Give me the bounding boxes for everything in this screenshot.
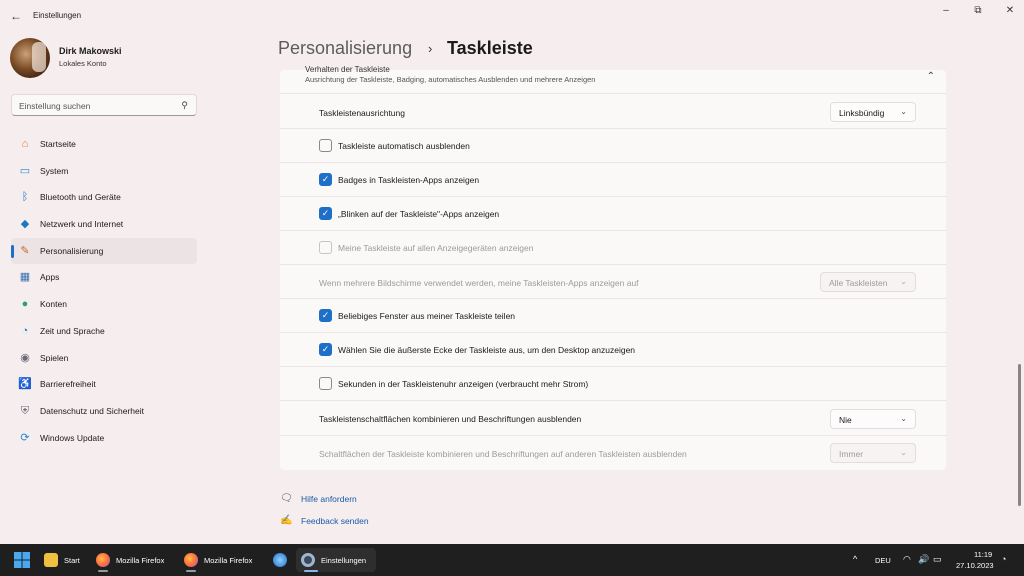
apps-icon: ▦ — [19, 271, 31, 284]
sidebar-item-label: Barrierefreiheit — [40, 379, 96, 390]
taskbar-start-label: Start — [64, 556, 80, 565]
share-window-checkbox[interactable]: ✓ — [319, 309, 332, 322]
bluetooth-icon: ᛒ — [21, 191, 29, 204]
volume-icon[interactable]: 🔊 — [918, 554, 930, 564]
chevron-up-icon[interactable]: ⌃ — [926, 71, 935, 82]
help-icon: 🗨 — [280, 493, 293, 504]
app-icon — [273, 553, 287, 567]
chevron-down-icon: ⌄ — [900, 277, 907, 286]
taskbar-firefox-1-label: Mozilla Firefox — [116, 556, 165, 565]
get-help-label: Hilfe anfordern — [301, 494, 357, 504]
feedback-label: Feedback senden — [301, 516, 369, 526]
sidebar-item-label: Bluetooth und Geräte — [40, 192, 121, 203]
sidebar-nav — [11, 131, 197, 451]
avatar[interactable] — [10, 38, 50, 78]
taskbar-firefox-1[interactable] — [92, 548, 176, 572]
monitor-icon: ▭ — [19, 164, 31, 177]
autohide-label: Taskleiste automatisch ausblenden — [338, 141, 470, 151]
page-title: Taskleiste — [447, 38, 533, 58]
section-description: Ausrichtung der Taskleiste, Badging, automatisches Ausblenden und mehrere Anzeigen — [305, 75, 596, 84]
window-title: Einstellungen — [33, 11, 82, 20]
sidebar-item-label: Netzwerk und Internet — [40, 219, 124, 230]
setting-row-all-displays — [280, 231, 946, 265]
autohide-checkbox[interactable] — [319, 139, 332, 152]
flashing-checkbox[interactable]: ✓ — [319, 207, 332, 220]
setting-row-combine-other — [280, 436, 946, 470]
taskbar-behavior-panel — [280, 65, 946, 470]
sidebar-item-label: Windows Update — [40, 432, 105, 443]
seconds-checkbox[interactable] — [319, 377, 332, 390]
all-displays-checkbox — [319, 241, 332, 254]
notification-bell-icon[interactable]: ◔ — [1001, 554, 1007, 564]
brush-icon: ✎ — [20, 244, 30, 257]
clock-date[interactable]: 27.10.2023 — [956, 561, 994, 570]
sidebar-item-label: Spielen — [40, 352, 69, 363]
seconds-label: Sekunden in der Taskleistenuhr anzeigen (verbraucht mehr Strom) — [338, 379, 589, 389]
sidebar-item-label: Datenschutz und Sicherheit — [40, 405, 144, 416]
account-type: Lokales Konto — [59, 59, 107, 68]
sidebar-item-windows-update[interactable] — [11, 425, 197, 452]
scrollbar[interactable] — [1018, 364, 1021, 506]
taskbar-settings-label: Einstellungen — [321, 556, 367, 565]
firefox-icon — [184, 553, 198, 567]
sidebar-item-label: System — [40, 165, 69, 176]
sidebar-item-spielen[interactable] — [11, 345, 197, 372]
setting-row-alignment — [280, 95, 946, 129]
update-icon: ⟳ — [20, 431, 30, 444]
section-header[interactable] — [280, 65, 946, 94]
sidebar-item-konten[interactable] — [11, 291, 197, 318]
setting-row-share-window — [280, 299, 946, 333]
sidebar-item-apps[interactable] — [11, 264, 197, 291]
gear-icon — [301, 553, 315, 567]
setting-row-seconds — [280, 367, 946, 401]
flashing-label: „Blinken auf der Taskleiste"-Apps anzeigen — [338, 209, 500, 219]
wifi-icon[interactable]: ◠ — [903, 554, 911, 564]
folder-icon — [44, 553, 58, 567]
gamepad-icon: ◉ — [20, 351, 30, 364]
alignment-label: Taskleistenausrichtung — [319, 108, 405, 118]
multi-display-label: Wenn mehrere Bildschirme verwendet werden, meine Taskleisten-Apps anzeigen auf — [319, 278, 639, 288]
taskbar-settings[interactable] — [296, 548, 376, 572]
badges-checkbox[interactable]: ✓ — [319, 173, 332, 186]
section-title: Verhalten der Taskleiste — [305, 65, 390, 74]
close-button[interactable]: ✕ — [1005, 5, 1015, 16]
setting-row-autohide — [280, 129, 946, 163]
combine-other-label: Schaltflächen der Taskleiste kombinieren und Beschriftungen auf anderen Taskleisten ausblenden — [319, 449, 687, 459]
sidebar-item-startseite[interactable] — [11, 131, 197, 158]
language-indicator[interactable]: DEU — [875, 556, 891, 565]
share-window-label: Beliebiges Fenster aus meiner Taskleiste teilen — [338, 311, 516, 321]
sidebar-item-label: Apps — [40, 272, 60, 283]
globe-clock-icon: ◔ — [21, 324, 29, 337]
search-input[interactable] — [11, 94, 197, 116]
setting-row-far-corner — [280, 333, 946, 367]
sidebar-item-bluetooth-und-geräte[interactable] — [11, 184, 197, 211]
sidebar-item-zeit-und-sprache[interactable] — [11, 318, 197, 345]
windows-start-button[interactable] — [8, 548, 36, 572]
multi-display-value: Alle Taskleisten — [829, 278, 888, 288]
search-placeholder: Einstellung suchen — [19, 101, 91, 111]
tray-overflow-chevron-icon[interactable]: ^ — [853, 554, 858, 564]
title-bar — [0, 0, 1024, 32]
sidebar-item-netzwerk-und-internet[interactable] — [11, 211, 197, 238]
breadcrumb-parent[interactable]: Personalisierung — [278, 38, 413, 58]
alignment-dropdown[interactable] — [830, 102, 916, 122]
alignment-value: Linksbündig — [839, 108, 885, 118]
combine-value: Nie — [839, 415, 852, 425]
chevron-down-icon: ⌄ — [900, 107, 907, 116]
sidebar-item-label: Konten — [40, 299, 67, 310]
combine-other-value: Immer — [839, 449, 864, 459]
combine-other-dropdown — [830, 443, 916, 463]
sidebar-item-system[interactable] — [11, 158, 197, 185]
chevron-down-icon: ⌄ — [900, 414, 907, 423]
far-corner-checkbox[interactable]: ✓ — [319, 343, 332, 356]
feedback-icon: ✍ — [280, 515, 293, 526]
sidebar-item-label: Personalisierung — [40, 245, 104, 256]
far-corner-label: Wählen Sie die äußerste Ecke der Taskleiste aus, um den Desktop anzuzeigen — [338, 345, 636, 355]
running-indicator — [98, 570, 108, 572]
accessibility-icon: ♿ — [18, 378, 32, 391]
user-name: Dirk Makowski — [59, 46, 122, 56]
combine-label: Taskleistenschaltflächen kombinieren und Beschriftungen ausblenden — [319, 414, 582, 424]
sidebar-item-personalisierung[interactable] — [11, 238, 197, 265]
back-button[interactable]: ← — [10, 9, 22, 23]
home-icon: ⌂ — [21, 138, 29, 150]
search-icon: ⚲ — [181, 100, 188, 110]
taskbar-firefox-2[interactable] — [180, 548, 264, 572]
active-indicator — [304, 570, 318, 572]
combine-dropdown[interactable] — [830, 409, 916, 429]
taskbar — [0, 544, 1024, 576]
running-indicator — [186, 570, 196, 572]
setting-row-multi-display — [280, 265, 946, 299]
shield-icon: ⛨ — [20, 404, 30, 417]
sidebar-item-label: Zeit und Sprache — [40, 325, 105, 336]
clock-time[interactable]: 11:19 — [974, 550, 993, 559]
sidebar-item-label: Startseite — [40, 139, 76, 149]
all-displays-label: Meine Taskleiste auf allen Anzeigegeräten anzeigen — [338, 243, 534, 253]
breadcrumb-separator-icon: › — [428, 41, 433, 56]
badges-label: Badges in Taskleisten-Apps anzeigen — [338, 175, 480, 185]
wifi-icon: ◆ — [20, 218, 30, 231]
windows-logo-icon — [14, 552, 30, 568]
setting-row-flashing — [280, 197, 946, 231]
person-icon: ● — [21, 298, 29, 311]
taskbar-firefox-2-label: Mozilla Firefox — [204, 556, 253, 565]
maximize-button[interactable]: ⧉ — [974, 5, 982, 16]
taskbar-app-icon[interactable] — [268, 548, 292, 572]
sidebar-item-barrierefreiheit[interactable] — [11, 371, 197, 398]
setting-row-badges — [280, 163, 946, 197]
firefox-icon — [96, 553, 110, 567]
minimize-button[interactable]: – — [943, 5, 949, 16]
sidebar-item-datenschutz-und-sicherheit[interactable] — [11, 398, 197, 425]
multi-display-dropdown — [820, 272, 916, 292]
setting-row-combine — [280, 401, 946, 436]
chevron-down-icon: ⌄ — [900, 448, 907, 457]
battery-icon[interactable]: ▭ — [933, 554, 942, 564]
taskbar-start-explorer[interactable] — [40, 548, 88, 572]
